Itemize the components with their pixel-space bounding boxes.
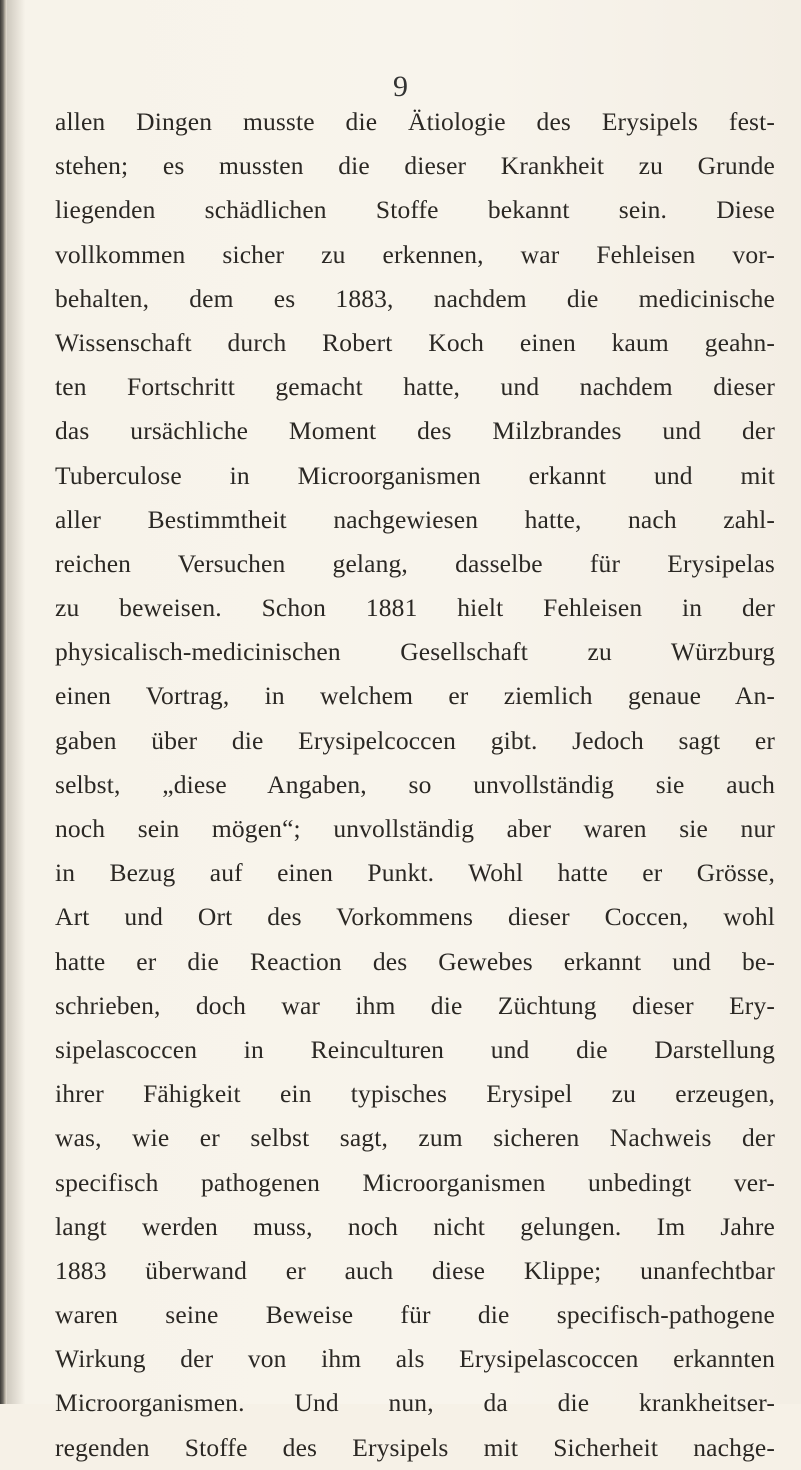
text-line: aller Bestimmtheit nachgewiesen hatte, nach zahl-	[55, 504, 775, 534]
binding-edge	[0, 0, 7, 1404]
text-line: was, wie er selbst sagt, zum sicheren Nachweis der	[55, 1123, 775, 1153]
text-line: 1883 überwand er auch diese Klippe; unanfechtbar	[55, 1255, 775, 1285]
binding-shadow	[7, 0, 25, 1404]
text-line: noch sein mögen“; unvollständig aber waren sie nur	[55, 814, 775, 843]
text-line: stehen; es mussten die dieser Krankheit zu Grunde	[55, 151, 775, 181]
text-line: sipelascoccen in Reinculturen und die Darstellung	[55, 1034, 775, 1064]
text-line: langt werden muss, noch nicht gelungen. Im Jahre	[55, 1211, 775, 1241]
text-line: specifisch pathogenen Microorganismen unbedingt ver-	[55, 1167, 775, 1197]
text-line: schrieben, doch war ihm die Züchtung dieser Ery-	[55, 990, 775, 1020]
text-line: ten Fortschritt gemacht hatte, und nachdem dieser	[55, 372, 775, 402]
text-line: einen Vortrag, in welchem er ziemlich genaue An-	[55, 681, 775, 711]
text-line: Wissenschaft durch Robert Koch einen kaum geahn-	[55, 327, 775, 357]
body-text	[55, 100, 775, 1470]
text-line: hatte er die Reaction des Gewebes erkannt und be-	[55, 946, 775, 976]
page-number: 9	[393, 70, 408, 103]
text-line: behalten, dem es 1883, nachdem die medicinische	[55, 283, 775, 313]
text-line: Wirkung der von ihm als Erysipelascoccen erkannten	[55, 1344, 775, 1374]
text-line: zu beweisen. Schon 1881 hielt Fehleisen in der	[55, 593, 775, 623]
text-line: das ursächliche Moment des Milzbrandes und der	[55, 416, 775, 446]
text-line: Microorganismen. Und nun, da die krankheitser-	[55, 1388, 775, 1418]
text-line: Tuberculose in Microorganismen erkannt und mit	[55, 460, 775, 490]
text-line: reichen Versuchen gelang, dasselbe für Erysipelas	[55, 548, 775, 578]
text-line: liegenden schädlichen Stoffe bekannt sein. Diese	[55, 195, 775, 225]
text-line: physicalisch-medicinischen Gesellschaft zu Würzburg	[55, 637, 775, 667]
text-line: ihrer Fähigkeit ein typisches Erysipel zu erzeugen,	[55, 1079, 775, 1109]
text-line: Art und Ort des Vorkommens dieser Coccen, wohl	[55, 902, 775, 932]
text-line: gaben über die Erysipelcoccen gibt. Jedoch sagt er	[55, 725, 775, 755]
text-line: vollkommen sicher zu erkennen, war Fehleisen vor-	[55, 239, 775, 269]
text-line: in Bezug auf einen Punkt. Wohl hatte er Grösse,	[55, 858, 775, 888]
text-line: waren seine Beweise für die specifisch-pathogene	[55, 1300, 775, 1330]
text-line: selbst, „diese Angaben, so unvollständig sie auch	[55, 769, 775, 799]
text-line: allen Dingen musste die Ätiologie des Erysipels fest-	[55, 107, 775, 136]
text-line: regenden Stoffe des Erysipels mit Sicherheit nachge-	[55, 1432, 775, 1462]
